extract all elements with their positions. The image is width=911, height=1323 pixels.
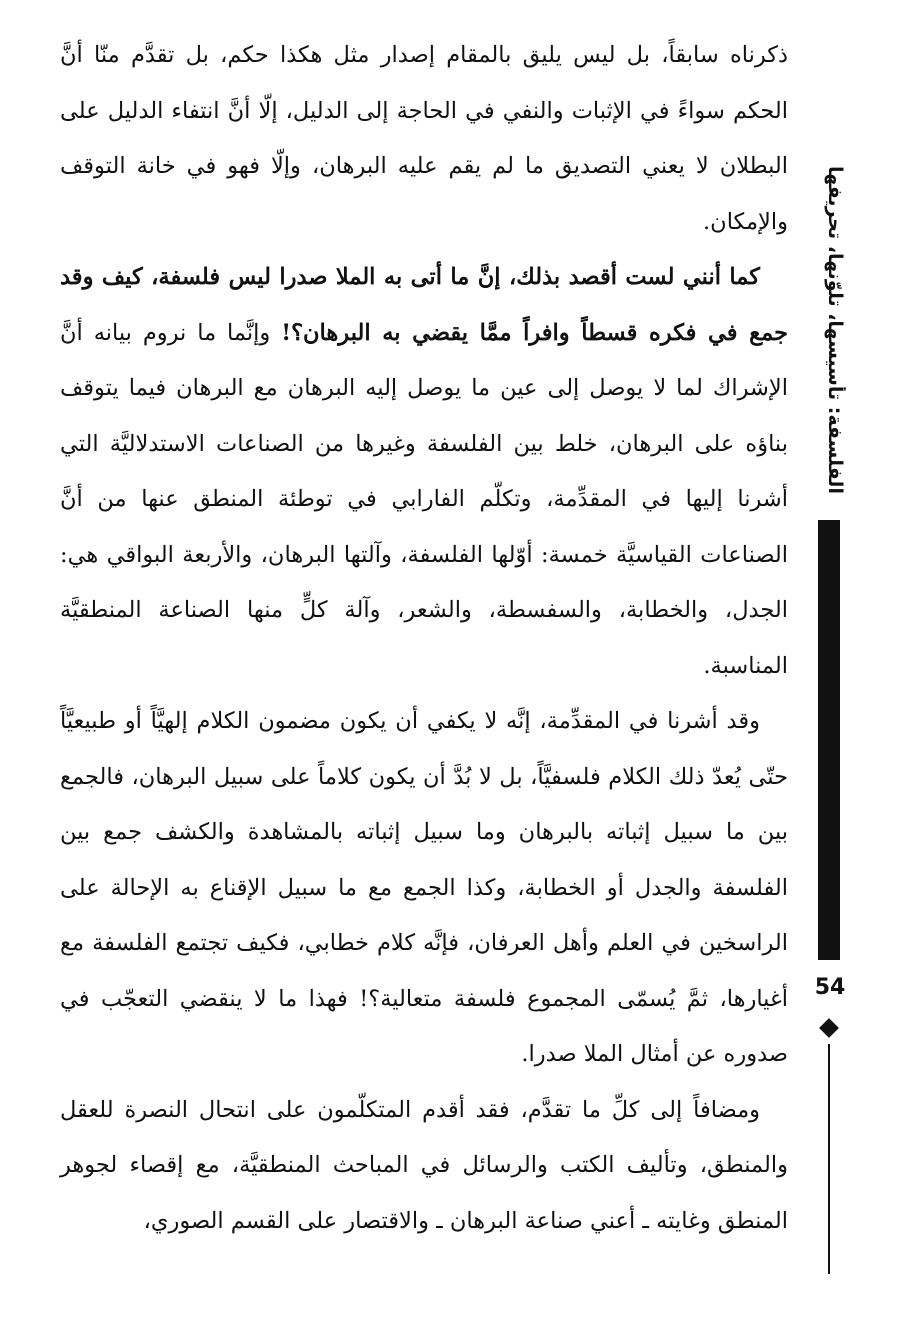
running-title: الفلسفة: تأسيسها، تلوّنها، تحريفها bbox=[824, 166, 846, 494]
paragraph-3: وقد أشرنا في المقدِّمة، إنَّه لا يكفي أن يكون مضمون الكلام إلهيَّاً أو طبيعيَّاً حتّى يُعدّ ذلك الكلام فلسفيَّاً، بل لا بُدَّ أن يكون كلاماً على سبيل البرهان، فالجمع بين ما سبيل إثباته بالبرهان وما سبيل إثباته بالمشاهدة والكشف جمع بين الفلسفة والجدل أو الخطابة، وكذا الجمع مع ما سبيل الإقناع به الإحالة على الراسخين في العلم وأهل العرفان، فإنَّه كلام خطابي، فكيف تجتمع الفلسفة مع أغيارها، ثمَّ يُسمّى المجموع فلسفة متعالية؟! فهذا ما لا ينقضي التعجّب في صدوره عن أمثال الملا صدرا. bbox=[60, 708, 788, 1067]
paragraph-2-body: وإنَّما ما نروم بيانه أنَّ الإشراك لما لا يوصل إلى عين ما يوصل إليه البرهان مع البرهان فيما يتوقف بناؤه على البرهان، خلط بين الفلسفة وغيرها من الصناعات الاستدلاليَّة التي أشرنا إليها في المقدِّمة، وتكلّم الفارابي في توطئة المنطق عنها من أنَّ الصناعات القياسيَّة خمسة: أوّلها الفلسفة، وآلتها البرهان، والأربعة البواقي هي: الجدل، والخطابة، والسفسطة، والشعر، وآلة كلٍّ منها الصناعة المنطقيَّة المناسبة. bbox=[60, 319, 788, 679]
page-number: 54 bbox=[814, 975, 846, 1000]
diamond-ornament-icon bbox=[819, 1018, 839, 1038]
paragraph-4: ومضافاً إلى كلِّ ما تقدَّم، فقد أقدم المتكلّمون على انتحال النصرة للعقل والمنطق، وتأليف الكتب والرسائل في المباحث المنطقيَّة، مع إقصاء لجوهر المنطق وغايته ـ أعني صناعة البرهان ـ والاقتصار على القسم الصوري، bbox=[60, 1096, 788, 1234]
body-text bbox=[60, 28, 788, 1249]
paragraph-1: ذكرناه سابقاً، بل ليس يليق بالمقام إصدار مثل هكذا حكم، بل تقدَّم منّا أنَّ الحكم سواءً في الإثبات والنفي في الحاجة إلى الدليل، إلّا أنَّ انتفاء الدليل على البطلان لا يعني التصديق ما لم يقم عليه البرهان، وإلّا فهو في خانة التوقف والإمكان. bbox=[60, 42, 788, 235]
margin-rule bbox=[828, 1044, 830, 1274]
margin-bar bbox=[818, 520, 840, 960]
paragraph-2 bbox=[60, 250, 788, 694]
paragraph-2-bold-lead: كما أنني لست أقصد بذلك، إنَّ ما أتى به الملا صدرا ليس فلسفة، كيف وقد جمع في فكره قسطاً وافراً ممَّا يقضي به البرهان؟! bbox=[60, 264, 788, 346]
